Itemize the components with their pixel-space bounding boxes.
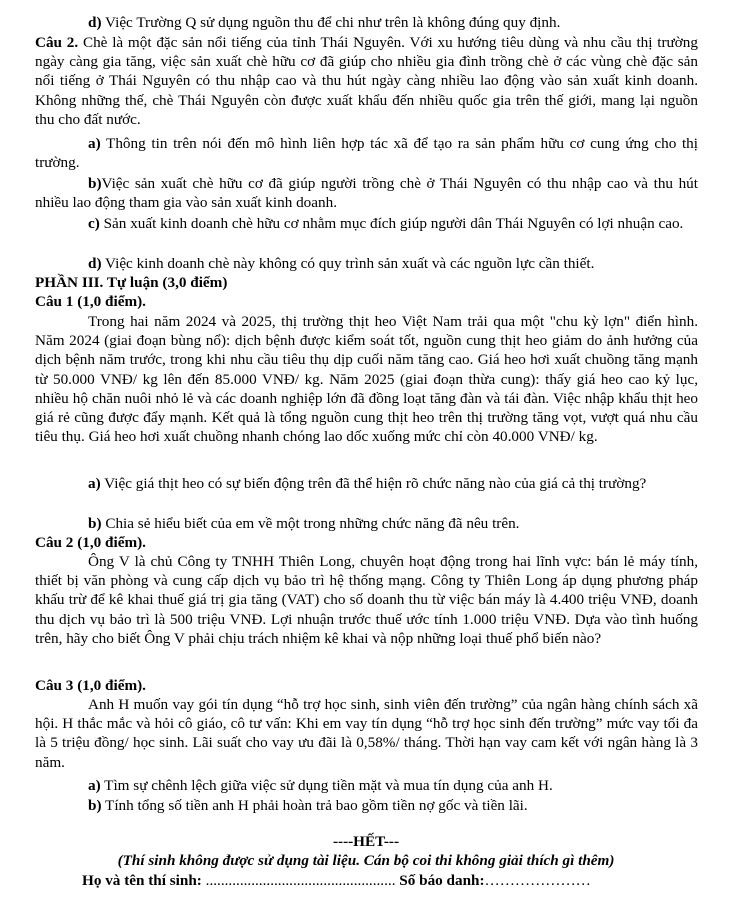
- end-marker: ----HẾT---: [332, 833, 400, 850]
- option-text: Tính tổng số tiền anh H phải hoàn trả bao gồm tiền nợ gốc và tiền lãi.: [101, 797, 528, 814]
- option-label: b): [88, 175, 102, 192]
- option-text: Việc sản xuất chè hữu cơ đã giúp người trồng chè ở Thái Nguyên có thu nhập cao và thu hút nhiều lao động tham gia vào sản xuất kinh doanh.: [35, 175, 698, 212]
- part2-q2-option-d: [35, 254, 698, 273]
- part3-q3-option-a: [35, 776, 698, 795]
- option-text: Việc kinh doanh chè này không có quy trình sản xuất và các nguồn lực cần thiết.: [101, 255, 595, 272]
- part3-q3-text: Anh H muốn vay gói tín dụng “hỗ trợ học sinh, sinh viên đến trường” của ngân hàng chính sách xã hội. H thắc mắc và hỏi cô giáo, cô tư vấn: Khi em vay tín dụng “hỗ trợ học sinh đến trường” mức vay tối đa là 5 triệu đồng/ học sinh. Lãi suất cho vay ưu đãi là 0,58%/ tháng. Thời hạn vay cam kết với ngân hàng là 3 năm.: [35, 696, 698, 771]
- part2-q1-option-d: [35, 13, 698, 32]
- sbd-field: …………………: [484, 872, 591, 889]
- question-text: Chè là một đặc sản nổi tiếng của tỉnh Thái Nguyên. Với xu hướng tiêu dùng và nhu cầu thị trường ngày càng gia tăng, việc sản xuất chè hữu cơ đã giúp cho nhiều gia đình trồng chè ở các vùng chè đặc sản nổi tiếng ở Thái Nguyên có thu nhập cao và thu hút ngày càng nhiều lao động vào sản xuất kinh doanh. Không những thế, chè Thái Nguyên còn được xuất khẩu đến nhiều quốc gia trên thế giới, mang lại nguồn thu cho đất nước.: [35, 34, 698, 128]
- option-label: d): [88, 255, 102, 272]
- question-title: Câu 2.: [35, 34, 79, 51]
- option-label: a): [88, 135, 101, 152]
- part3-q1-text: Trong hai năm 2024 và 2025, thị trường thịt heo Việt Nam trải qua một "chu kỳ lợn" điển hình. Năm 2024 (giai đoạn bùng nổ): dịch bệnh được kiểm soát tốt, nguồn cung thịt heo giảm do ảnh hưởng của dịch bệnh năm trước, trong khi nhu cầu tiêu thụ dịp cuối năm tăng cao. Giá heo hơi xuất chuồng tăng mạnh từ 50.000 VNĐ/ kg lên đến 85.000 VNĐ/ kg. Năm 2025 (giai đoạn thừa cung): thấy giá heo cao kỷ lục, nhiều hộ chăn nuôi nhỏ lẻ và các doanh nghiệp lớn đã đồng loạt tăng đàn và tái đàn. Việc nhập khẩu thịt heo giá rẻ cũng được đẩy mạnh. Kết quả là tổng nguồn cung thịt heo trên thị trường tăng vọt, vượt quá nhu cầu tiêu thụ. Giá heo hơi xuất chuồng nhanh chóng lao dốc xuống mức chỉ còn 40.000 VNĐ/ kg.: [35, 313, 698, 446]
- part2-question-2: [35, 33, 698, 129]
- option-text: Sản xuất kinh doanh chè hữu cơ nhằm mục đích giúp người dân Thái Nguyên có lợi nhuận cao.: [99, 215, 684, 232]
- part3-q2-title: Câu 2 (1,0 điểm).: [35, 534, 146, 551]
- option-text: Việc giá thịt heo có sự biến động trên đã thể hiện rõ chức năng nào của giá cả thị trường?: [100, 475, 647, 492]
- part3-q1-title: Câu 1 (1,0 điểm).: [35, 293, 146, 310]
- part2-q2-option-c: [35, 214, 698, 233]
- option-text: Thông tin trên nói đến mô hình liên hợp tác xã để tạo ra sản phẩm hữu cơ cung ứng cho thị trường.: [35, 135, 698, 172]
- part3-q1-option-a: [35, 474, 698, 493]
- part2-q2-option-a: [35, 134, 698, 172]
- name-field: ..................................................: [205, 872, 396, 889]
- part3-q3-option-b: [35, 796, 698, 815]
- part2-q2-option-b: [35, 174, 698, 212]
- option-text: Chia sẻ hiểu biết của em về một trong những chức năng đã nêu trên.: [101, 515, 520, 532]
- option-label: b): [88, 797, 102, 814]
- part3-q3-title: Câu 3 (1,0 điểm).: [35, 677, 146, 694]
- option-text: Tìm sự chênh lệch giữa việc sử dụng tiền mặt và mua tín dụng của anh H.: [100, 777, 553, 794]
- sbd-label: Số báo danh:: [395, 872, 485, 889]
- option-label: a): [88, 475, 101, 492]
- part3-q2-text: Ông V là chủ Công ty TNHH Thiên Long, chuyên hoạt động trong hai lĩnh vực: bán lẻ máy tính, thiết bị văn phòng và cung cấp dịch vụ bảo trì hệ thống mạng. Công ty Thiên Long áp dụng phương pháp khấu trừ để kê khai thuế giá trị gia tăng (VAT) cho số doanh thu từ việc bán máy là 4.400 triệu VNĐ, doanh thu dịch vụ bảo trì là 500 triệu VNĐ. Lợi nhuận trước thuế ước tính 1.000 triệu VNĐ. Dựa vào tình huống trên, hãy cho biết Ông V phải chịu trách nhiệm kê khai và nộp những loại thuế phổ biến nào?: [35, 553, 698, 647]
- part3-q1-option-b: [35, 514, 698, 533]
- candidate-info-line: [82, 871, 712, 890]
- option-text: Việc Trường Q sử dụng nguồn thu để chi như trên là không đúng quy định.: [101, 14, 561, 31]
- option-label: b): [88, 515, 102, 532]
- option-label: d): [88, 14, 102, 31]
- candidate-note: (Thí sinh không được sử dụng tài liệu. Cán bộ coi thi không giải thích gì thêm): [117, 852, 615, 869]
- name-label: Họ và tên thí sinh:: [82, 872, 206, 889]
- option-label: c): [88, 215, 100, 232]
- option-label: a): [88, 777, 101, 794]
- part3-title: PHẦN III. Tự luận (3,0 điểm): [35, 274, 228, 291]
